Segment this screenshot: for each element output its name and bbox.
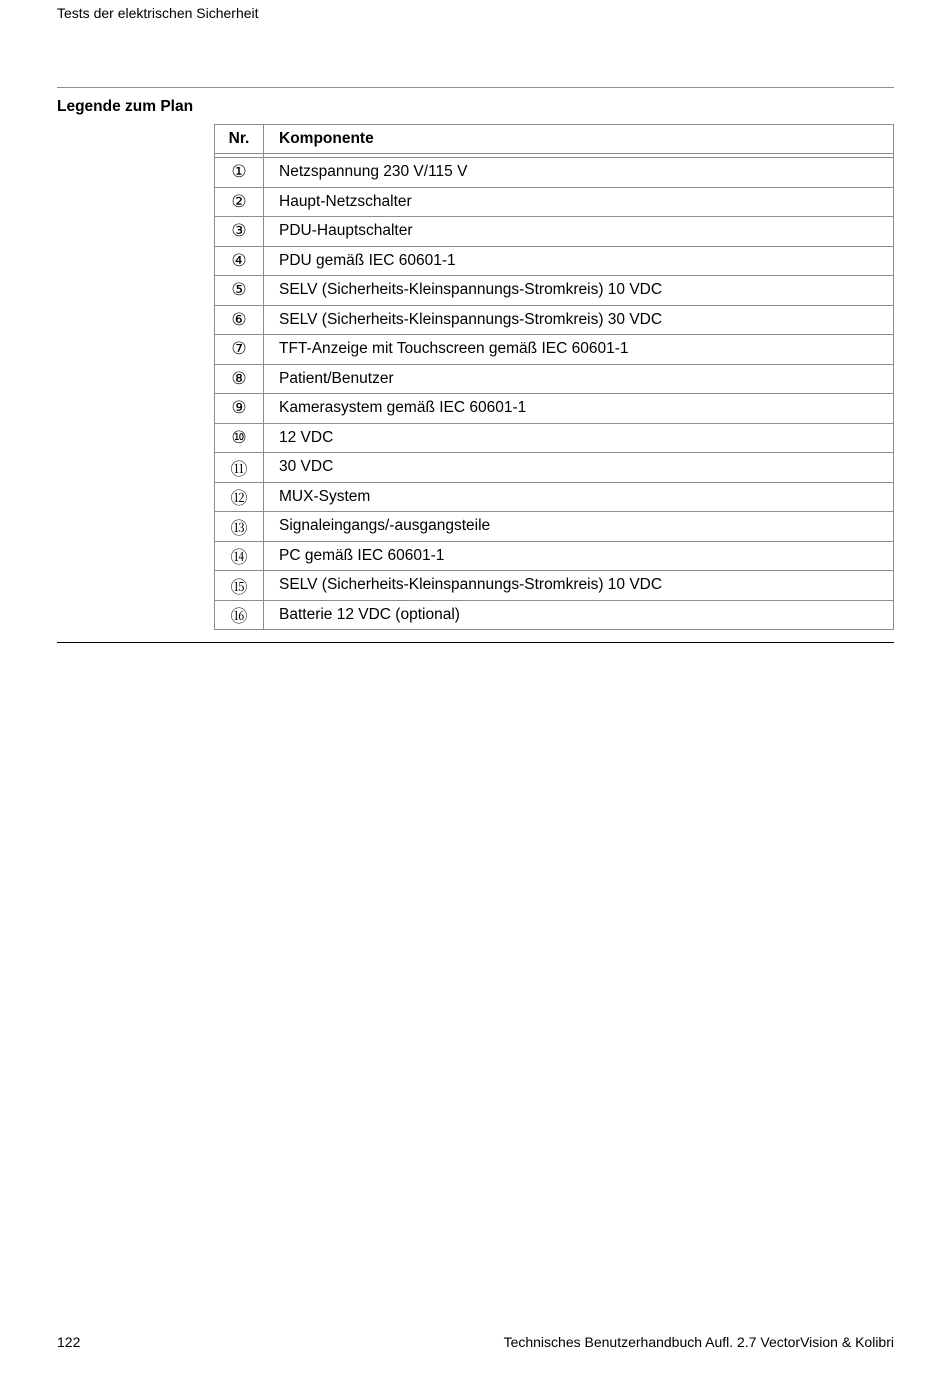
row-component: SELV (Sicherheits-Kleinspannungs-Stromkreis) 10 VDC [264, 276, 894, 306]
row-component: SELV (Sicherheits-Kleinspannungs-Stromkreis) 30 VDC [264, 305, 894, 335]
footer-document-title: Technisches Benutzerhandbuch Aufl. 2.7 VectorVision & Kolibri [503, 1334, 894, 1350]
row-number-marker: ⑭ [215, 541, 264, 571]
row-component: Kamerasystem gemäß IEC 60601-1 [264, 394, 894, 424]
table-row [215, 246, 894, 276]
table-row [215, 187, 894, 217]
table-row [215, 600, 894, 630]
section-title: Legende zum Plan [57, 98, 194, 115]
page-number: 122 [57, 1334, 81, 1350]
row-number-marker: ① [215, 158, 264, 188]
table-row [215, 364, 894, 394]
row-component: Haupt-Netzschalter [264, 187, 894, 217]
table-row [215, 423, 894, 453]
row-number-marker: ③ [215, 217, 264, 247]
table-row [215, 453, 894, 483]
column-header-nr: Nr. [215, 125, 264, 154]
row-component: Netzspannung 230 V/115 V [264, 158, 894, 188]
row-number-marker: ② [215, 187, 264, 217]
row-number-marker: ⑮ [215, 571, 264, 601]
table-row [215, 482, 894, 512]
row-component: 12 VDC [264, 423, 894, 453]
row-number-marker: ⑧ [215, 364, 264, 394]
header-divider [57, 87, 894, 88]
table-header-row [215, 125, 894, 154]
row-number-marker: ⑫ [215, 482, 264, 512]
row-number-marker: ⑨ [215, 394, 264, 424]
row-number-marker: ⑥ [215, 305, 264, 335]
running-header: Tests der elektrischen Sicherheit [57, 5, 259, 21]
row-number-marker: ④ [215, 246, 264, 276]
table-row [215, 541, 894, 571]
table-row [215, 158, 894, 188]
row-component: PC gemäß IEC 60601-1 [264, 541, 894, 571]
row-number-marker: ⑦ [215, 335, 264, 365]
row-component: PDU-Hauptschalter [264, 217, 894, 247]
row-number-marker: ⑤ [215, 276, 264, 306]
table-row [215, 335, 894, 365]
row-number-marker: ⑩ [215, 423, 264, 453]
table-row [215, 512, 894, 542]
section-end-divider [57, 642, 894, 643]
table-row [215, 305, 894, 335]
table-row [215, 571, 894, 601]
legend-table [214, 124, 894, 630]
row-component: Signaleingangs/-ausgangsteile [264, 512, 894, 542]
row-component: PDU gemäß IEC 60601-1 [264, 246, 894, 276]
legend-table-body [215, 154, 894, 630]
row-component: MUX-System [264, 482, 894, 512]
row-component: 30 VDC [264, 453, 894, 483]
table-row [215, 217, 894, 247]
column-header-component: Komponente [264, 125, 894, 154]
row-number-marker: ⑯ [215, 600, 264, 630]
table-row [215, 276, 894, 306]
row-component: TFT-Anzeige mit Touchscreen gemäß IEC 60601-1 [264, 335, 894, 365]
table-row [215, 394, 894, 424]
row-component: SELV (Sicherheits-Kleinspannungs-Stromkreis) 10 VDC [264, 571, 894, 601]
row-component: Batterie 12 VDC (optional) [264, 600, 894, 630]
row-number-marker: ⑪ [215, 453, 264, 483]
row-component: Patient/Benutzer [264, 364, 894, 394]
row-number-marker: ⑬ [215, 512, 264, 542]
